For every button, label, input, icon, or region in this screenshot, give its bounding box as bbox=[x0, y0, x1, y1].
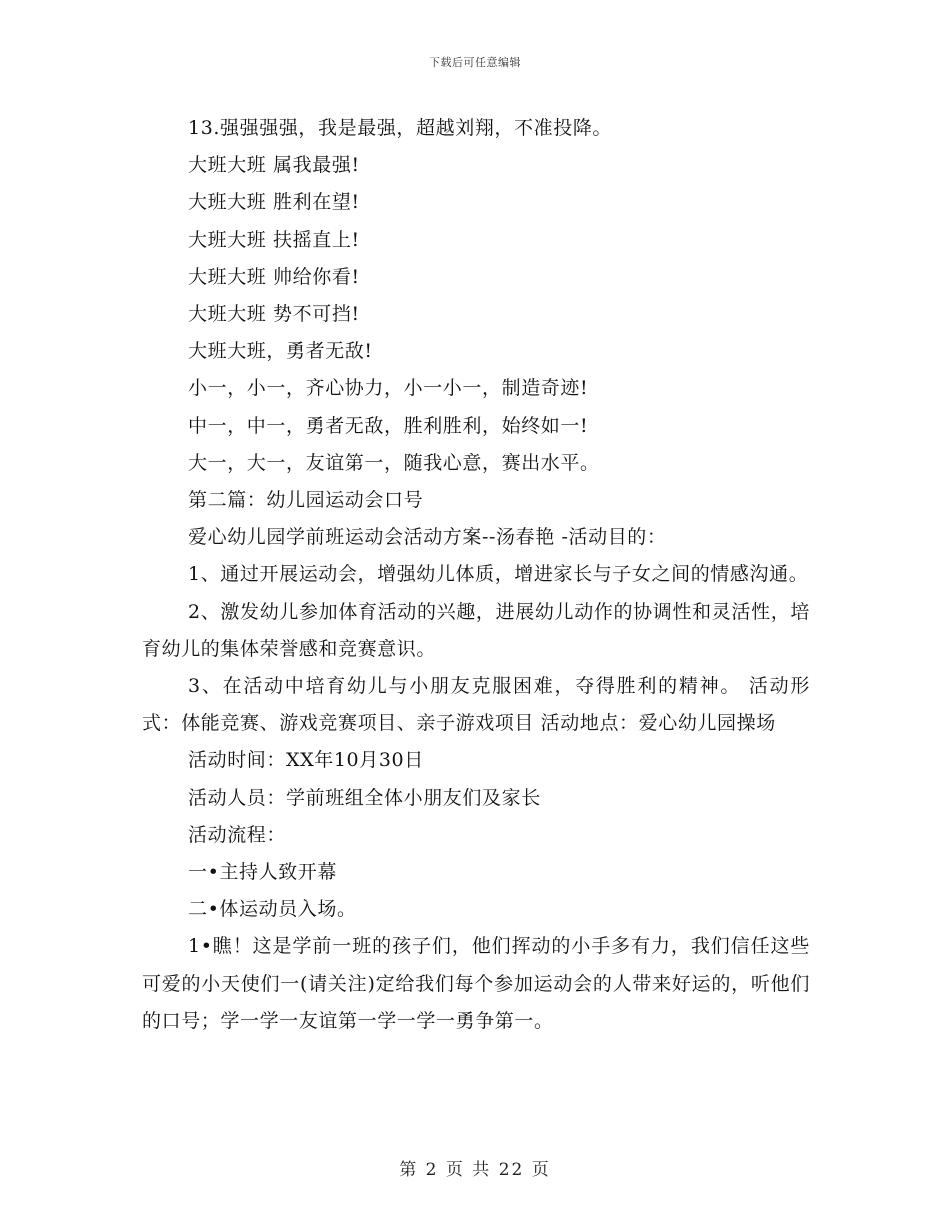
section-heading: 第二篇：幼儿园运动会口号 bbox=[188, 489, 424, 512]
paragraph-last: 1•瞧！这是学前一班的孩子们，他们挥动的小手多有力，我们信任这些可爱的小天使们一(请关注)定给我们每个参加运动会的人带来好运的，听他们的口号；学一学一友谊第一学一学一勇争第一。 bbox=[142, 935, 810, 1032]
text-line: 活动人员：学前班组全体小朋友们及家长 bbox=[188, 786, 541, 809]
text-line: 大班大班 胜利在望! bbox=[188, 191, 360, 214]
text-line: 大班大班，勇者无敌! bbox=[188, 340, 373, 363]
paragraph-2: 2、激发幼儿参加体育活动的兴趣，进展幼儿动作的协调性和灵活性，培育幼儿的集体荣誉感和竞赛意识。 bbox=[142, 600, 810, 660]
text-line: 小一，小一，齐心协力，小一小一，制造奇迹! bbox=[188, 377, 589, 400]
text-line: 活动流程： bbox=[188, 823, 287, 846]
text-line: 中一，中一，勇者无敌，胜利胜利，始终如一! bbox=[188, 414, 589, 437]
paragraph-3: 3、在活动中培育幼儿与小朋友克服困难，夺得胜利的精神。 活动形式：体能竞赛、游戏竞赛项目、亲子游戏项目 活动地点：爱心幼儿园操场 bbox=[142, 675, 810, 735]
page-footer: 第 2 页 共 22 页 bbox=[399, 1160, 551, 1180]
text-line: 爱心幼儿园学前班运动会活动方案--汤春艳 -活动目的： bbox=[188, 526, 667, 549]
text-line: 活动时间：XX年10月30日 bbox=[188, 749, 424, 772]
text-line: 大班大班 势不可挡! bbox=[188, 303, 360, 326]
text-line: 大班大班 扶摇直上! bbox=[188, 228, 360, 251]
text-line: 大班大班 帅给你看! bbox=[188, 265, 360, 288]
text-line: 大班大班 属我最强! bbox=[188, 154, 360, 177]
text-line: 13.强强强强，我是最强，超越刘翔，不准投降。 bbox=[188, 117, 613, 139]
text-line: 一•主持人致开幕 bbox=[188, 861, 338, 884]
document-body bbox=[142, 110, 810, 1040]
page-header: 下载后可任意编辑 bbox=[429, 56, 521, 69]
paragraph-1: 1、通过开展运动会，增强幼儿体质，增进家长与子女之间的情感沟通。 bbox=[188, 563, 809, 586]
text-line: 二•体运动员入场。 bbox=[188, 898, 357, 921]
text-line: 大一，大一，友谊第一，随我心意，赛出水平。 bbox=[188, 451, 600, 474]
